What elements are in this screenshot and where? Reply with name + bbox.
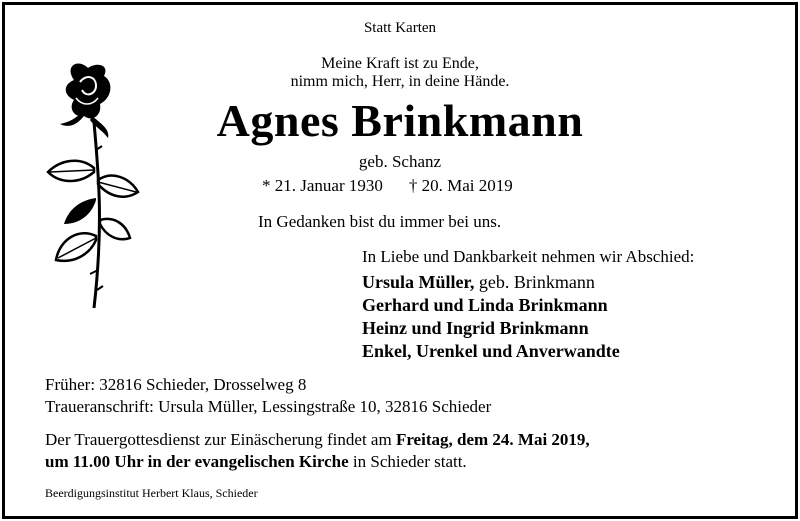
- deceased-name: Agnes Brinkmann: [216, 95, 584, 146]
- mourners-list: [362, 271, 620, 363]
- birth-date: * 21. Januar 1930: [262, 176, 383, 195]
- service-outro: in Schieder statt.: [348, 452, 467, 471]
- life-dates: [262, 176, 513, 196]
- service-time-place: um 11.00 Uhr in der evangelischen Kirche: [45, 452, 349, 471]
- service-intro: Der Trauergottesdienst zur Einäscherung findet am: [45, 430, 396, 449]
- service-date: Freitag, dem 24. Mai 2019,: [395, 430, 590, 449]
- mourning-address: Traueranschrift: Ursula Müller, Lessingstraße 10, 32816 Schieder: [45, 397, 492, 416]
- motto-line-2: nimm mich, Herr, in deine Hände.: [290, 73, 510, 90]
- abschied-line: In Liebe und Dankbarkeit nehmen wir Abschied:: [362, 247, 695, 266]
- gedanken-line: In Gedanken bist du immer bei uns.: [258, 212, 502, 231]
- former-address: Früher: 32816 Schieder, Drosselweg 8: [45, 375, 307, 394]
- motto-line-1: Meine Kraft ist zu Ende,: [321, 55, 479, 72]
- service-line-2: [45, 451, 590, 473]
- mourner-heinz: Heinz und Ingrid Brinkmann: [362, 318, 589, 338]
- mourner-gerhard: Gerhard und Linda Brinkmann: [362, 295, 608, 315]
- mourner-ursula: [362, 271, 620, 294]
- mourner-ursula-name: Ursula Müller,: [362, 272, 475, 292]
- service-info: [45, 429, 590, 473]
- mourner-family: Enkel, Urenkel und Anverwandte: [362, 341, 620, 361]
- rose-icon: [30, 60, 150, 310]
- death-date: † 20. Mai 2019: [408, 176, 513, 195]
- addresses: [45, 374, 491, 418]
- mourner-ursula-maiden: geb. Brinkmann: [474, 272, 595, 292]
- service-line-1: [45, 429, 590, 451]
- maiden-name: geb. Schanz: [358, 152, 442, 171]
- undertaker: Beerdigungsinstitut Herbert Klaus, Schieder: [45, 486, 258, 500]
- statt-karten: Statt Karten: [363, 20, 437, 36]
